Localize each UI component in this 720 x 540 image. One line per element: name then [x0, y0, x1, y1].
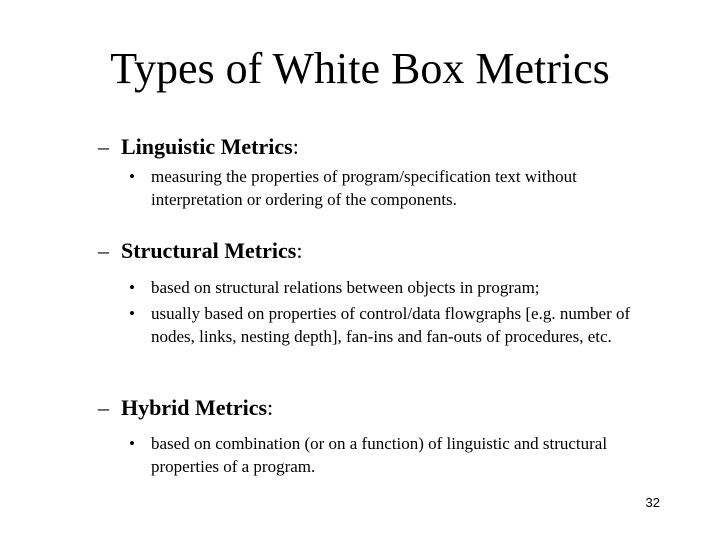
bullet-item: [129, 276, 661, 299]
section-heading: [0, 392, 720, 424]
section-heading-text: Structural Metrics: [121, 238, 297, 263]
bullet-text: based on combination (or on a function) of linguistic and structural properties of a program.: [151, 434, 608, 476]
heading-colon: :: [292, 134, 299, 159]
bullet-marker: •: [129, 304, 135, 323]
section-structural-metrics: [0, 235, 720, 348]
bullet-item: [129, 165, 661, 211]
heading-colon: :: [267, 395, 274, 420]
section-heading-text: Linguistic Metrics: [121, 134, 293, 159]
section-heading: [0, 235, 720, 267]
bullet-marker: •: [129, 278, 135, 297]
bullet-marker: •: [129, 167, 135, 186]
bullet-text: usually based on properties of control/data flowgraphs [e.g. number of nodes, links, nesting depth], fan-ins and fan-outs of procedures, etc.: [151, 304, 631, 346]
heading-colon: :: [296, 238, 303, 263]
bullet-text: measuring the properties of program/specification text without interpretation or ordering of the components.: [151, 167, 577, 209]
dash-marker: –: [98, 395, 109, 420]
dash-marker: –: [98, 238, 109, 263]
slide-title: Types of White Box Metrics: [110, 44, 610, 93]
bullet-text: based on structural relations between objects in program;: [151, 278, 540, 297]
bullet-marker: •: [129, 434, 135, 453]
bullet-item: [129, 302, 661, 348]
page-number: 32: [645, 495, 660, 510]
section-linguistic-metrics: [0, 131, 720, 211]
section-heading: [0, 131, 720, 163]
dash-marker: –: [98, 134, 109, 159]
section-heading-text: Hybrid Metrics: [121, 395, 268, 420]
section-hybrid-metrics: [0, 392, 720, 478]
bullet-item: [129, 432, 661, 478]
